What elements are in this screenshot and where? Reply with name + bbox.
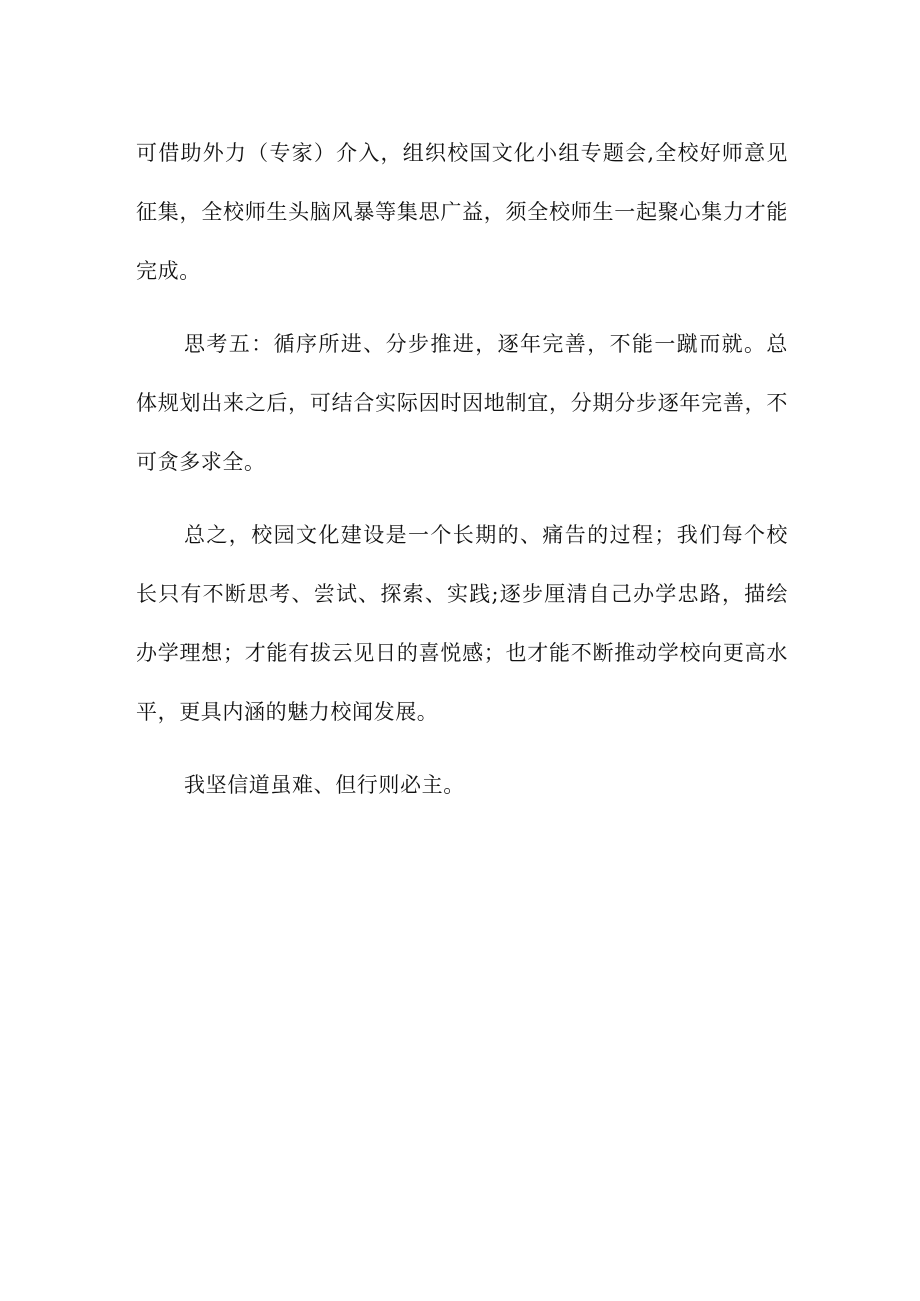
paragraph-thought-five: 思考五：循序所进、分步推进，逐年完善，不能一蹴而就。总体规划出来之后，可结合实际因时因地制宜，分期分步逐年完善，不可贪多求全。 [136,332,788,474]
paragraph-closing: 我坚信道虽难、但行则必主。 [184,773,465,797]
document-body [136,124,788,829]
paragraph-continuation: 可借助外力（专家）介入，组织校国文化小组专题会,全校好师意见征集，全校师生头脑风暴等集思广益，须全校师生一起聚心集力才能完成。 [136,141,788,283]
paragraph-summary: 总之，校园文化建设是一个长期的、痛告的过程；我们每个校长只有不断思考、尝试、探索、实践;逐步厘清自己办学忠路，描绘办学理想；才能有拔云见日的喜悦感；也才能不断推动学校向更高水平，更具内涵的魅力校闻发展。 [136,523,788,724]
